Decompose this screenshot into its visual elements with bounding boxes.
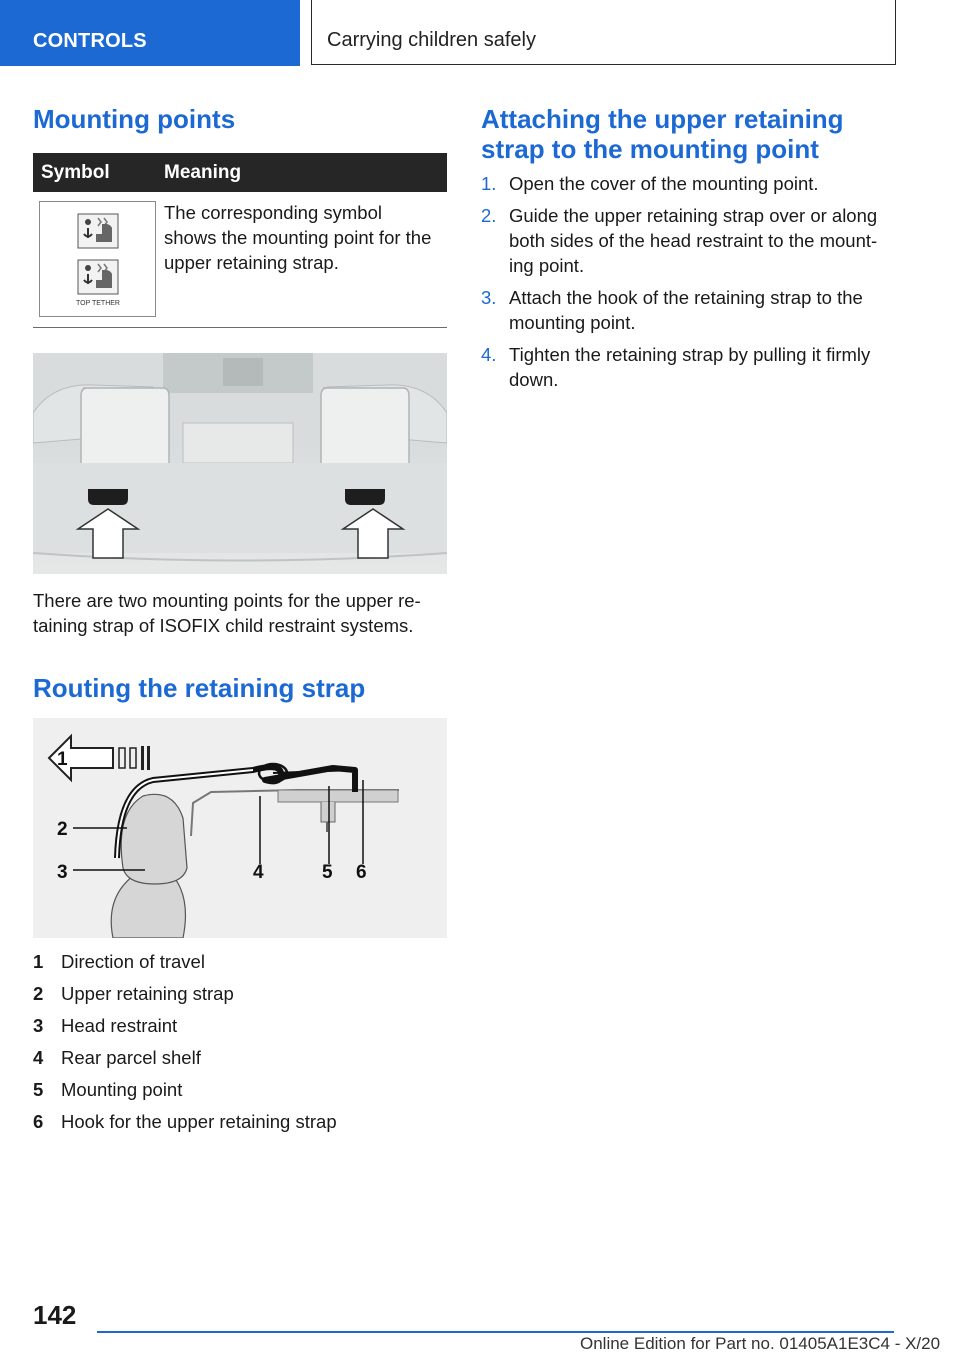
col-meaning-header: Meaning xyxy=(164,162,242,183)
step-number: 2. xyxy=(481,205,497,226)
top-tether-symbol xyxy=(39,201,156,317)
legend-number: 1 xyxy=(33,951,44,972)
step-number: 1. xyxy=(481,173,497,194)
step-number: 3. xyxy=(481,287,497,308)
page-number: 142 xyxy=(33,1300,77,1330)
legend-number: 3 xyxy=(33,1015,44,1036)
diagram-label-2: 2 xyxy=(57,819,68,840)
diagram-legend xyxy=(33,951,447,1143)
diagram-label-4: 4 xyxy=(253,862,264,883)
legend-text: Upper retaining strap xyxy=(61,983,234,1004)
diagram-label-3: 3 xyxy=(57,862,68,883)
legend-number: 4 xyxy=(33,1047,44,1068)
legend-text: Rear parcel shelf xyxy=(61,1047,201,1068)
col-symbol-header: Symbol xyxy=(41,162,110,183)
legend-number: 6 xyxy=(33,1111,44,1132)
heading-attaching-strap: Attaching the upper retaining strap to the mounting point xyxy=(481,104,844,164)
legend-text: Head restraint xyxy=(61,1015,178,1036)
heading-mounting-points: Mounting points xyxy=(33,104,236,134)
step-item xyxy=(481,285,901,335)
step-text: Open the cover of the mounting point. xyxy=(509,173,819,194)
step-number: 4. xyxy=(481,344,497,365)
legend-number: 5 xyxy=(33,1079,44,1100)
symbol-table xyxy=(33,153,447,328)
header-section-tab xyxy=(0,0,300,66)
header-section-label: CONTROLS xyxy=(33,30,147,52)
header-title-box xyxy=(311,0,896,65)
header-title: Carrying children safely xyxy=(327,29,536,51)
legend-item xyxy=(33,951,447,983)
top-tether-caption: TOP TETHER xyxy=(76,300,120,307)
legend-text: Direction of travel xyxy=(61,951,205,972)
legend-item xyxy=(33,983,447,1015)
legend-item xyxy=(33,1111,447,1143)
step-item xyxy=(481,171,901,196)
step-item xyxy=(481,342,901,392)
child-seat-anchor-icon xyxy=(40,202,155,316)
legend-text: Hook for the upper retaining strap xyxy=(61,1111,337,1132)
symbol-table-header xyxy=(33,153,447,192)
step-text: Attach the hook of the retaining strap to the mounting point. xyxy=(509,287,863,333)
footer-divider xyxy=(97,1331,894,1333)
legend-item xyxy=(33,1015,447,1047)
symbol-table-row xyxy=(33,192,447,328)
diagram-label-1: 1 xyxy=(57,749,68,770)
photo-caption: There are two mounting points for the upper re-taining strap of ISOFIX child restraint systems. xyxy=(33,590,421,636)
rear-shelf-photo xyxy=(33,353,447,574)
diagram-label-5: 5 xyxy=(322,862,333,883)
footer-edition: Online Edition for Part no. 01405A1E3C4 - X/20 xyxy=(580,1334,941,1353)
legend-number: 2 xyxy=(33,983,44,1004)
legend-item xyxy=(33,1079,447,1111)
routing-diagram xyxy=(33,718,447,938)
step-item xyxy=(481,203,901,278)
legend-item xyxy=(33,1047,447,1079)
step-text: Guide the upper retaining strap over or along both sides of the head restraint to the mount-ing point. xyxy=(509,205,878,276)
instruction-steps xyxy=(481,171,901,399)
diagram-label-6: 6 xyxy=(356,862,367,883)
heading-routing-strap: Routing the retaining strap xyxy=(33,673,366,703)
symbol-meaning-text: The corresponding symbol shows the mounting point for the upper retaining strap. xyxy=(164,202,432,273)
legend-text: Mounting point xyxy=(61,1079,183,1100)
step-text: Tighten the retaining strap by pulling it firmly down. xyxy=(509,344,871,390)
